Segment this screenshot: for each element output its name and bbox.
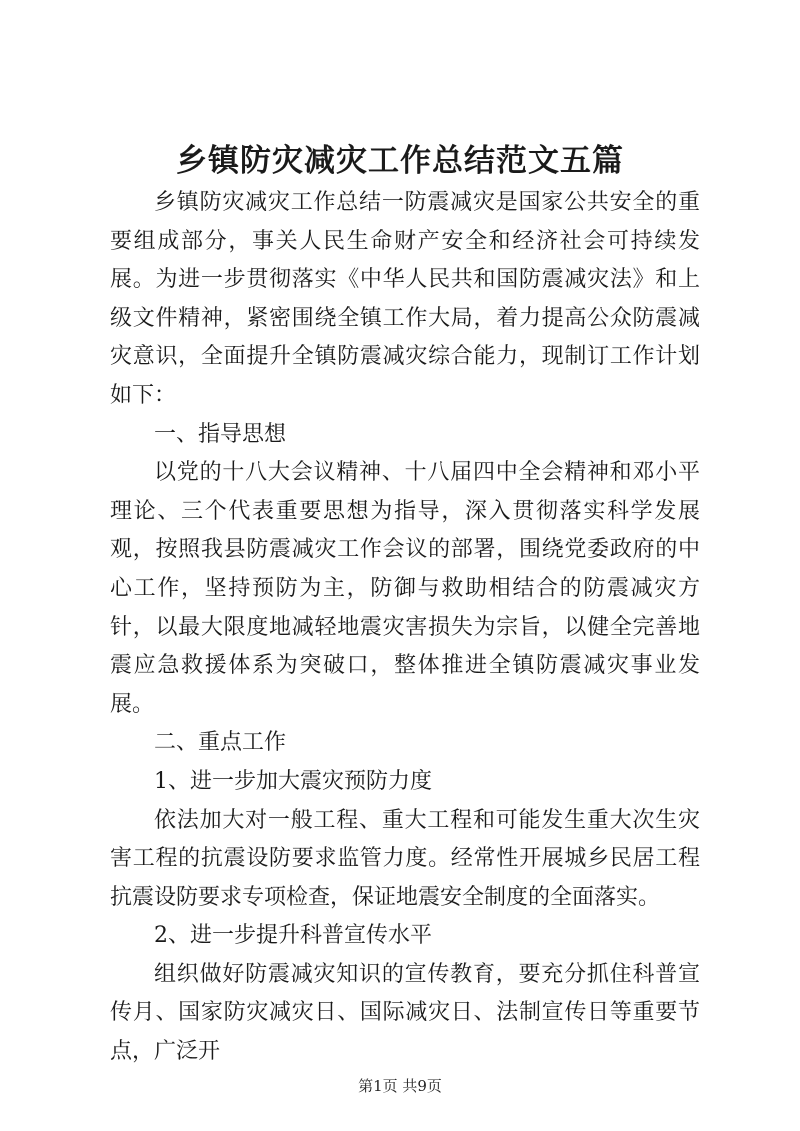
paragraph-publicity: 组织做好防震减灾知识的宣传教育，要充分抓住科普宣传月、国家防灾减灾日、国际减灾日、法制宣传日等重要节点，广泛开	[110, 961, 700, 1065]
subheading-prevention: 1、进一步加大震灾预防力度	[154, 768, 432, 794]
subheading-publicity: 2、进一步提升科普宣传水平	[154, 923, 432, 949]
page-number-footer: 第1页 共9页	[358, 1077, 442, 1095]
paragraph-prevention: 依法加大对一般工程、重大工程和可能发生重大次生灾害工程的抗震设防要求监管力度。经常性开展城乡民居工程抗震设防要求专项检查，保证地震安全制度的全面落实。	[110, 807, 700, 910]
paragraph-guiding-ideology: 以党的十八大会议精神、十八届四中全会精神和邓小平理论、三个代表重要思想为指导，深入贯彻落实科学发展观，按照我县防震减灾工作会议的部署，围绕党委政府的中心工作，坚持预防为主，防御与救助相结合的防震减灾方针，以最大限度地减轻地震灾害损失为宗旨，以健全完善地震应急救援体系为突破口，整体推进全镇防震减灾事业发展。	[110, 460, 700, 717]
document-title: 乡镇防灾减灾工作总结范文五篇	[176, 143, 624, 179]
section-heading-key-work: 二、重点工作	[154, 730, 287, 756]
section-heading-guiding-ideology: 一、指导思想	[154, 421, 287, 447]
document-body	[110, 184, 700, 1072]
paragraph-intro: 乡镇防灾减灾工作总结一防震减灾是国家公共安全的重要组成部分，事关人民生命财产安全和经济社会可持续发展。为进一步贯彻落实《中华人民共和国防震减灾法》和上级文件精神，紧密围绕全镇工作大局，着力提高公众防震减灾意识，全面提升全镇防震减灾综合能力，现制订工作计划如下：	[110, 190, 700, 408]
